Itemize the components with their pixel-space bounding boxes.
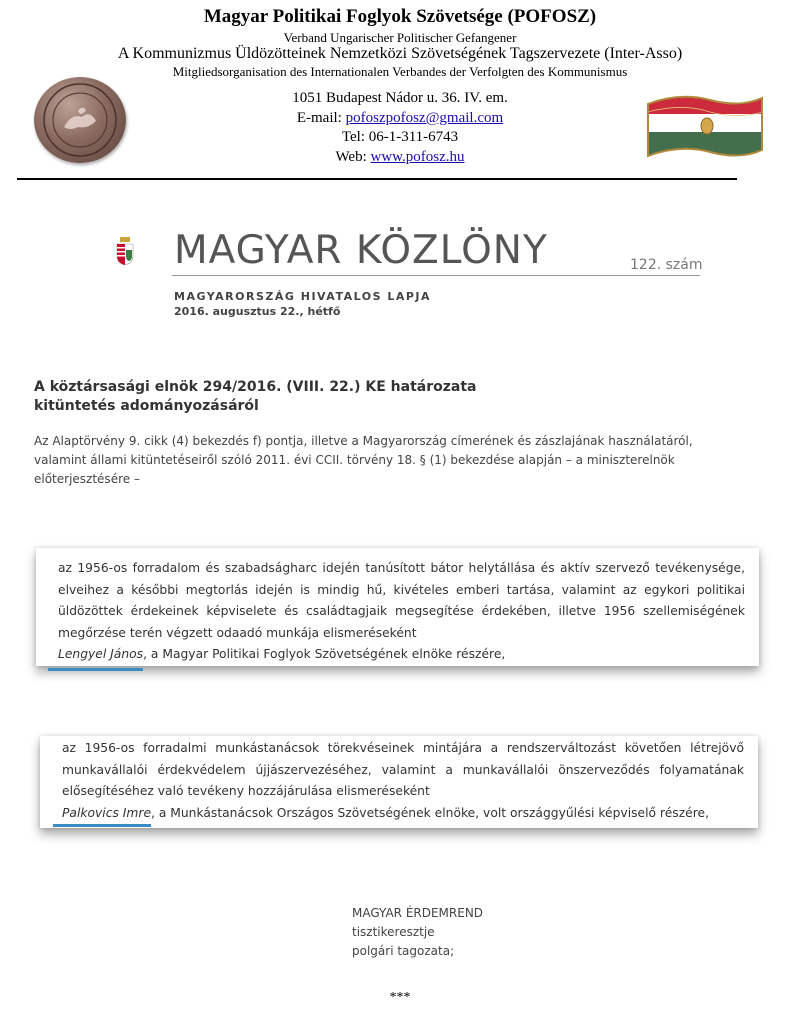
recipient-role: , a Munkástanácsok Országos Szövetségének elnöke, volt országgyűlési képviselő részére, [151,805,709,820]
hungarian-flag-pin-icon [640,88,770,170]
decision-title-line1: A köztársasági elnök 294/2016. (VIII. 22.) KE határozata [34,379,477,395]
address: 1051 Budapest Nádor u. 36. IV. em. [292,90,508,106]
gazette-subtitle: MAGYARORSZÁG HIVATALOS LAPJA [174,290,432,303]
pofosz-badge-logo [34,77,126,163]
organization-title: Magyar Politikai Foglyok Szövetsége (POFOSZ) [203,6,597,27]
web-label: Web: [335,149,371,165]
recipient-name: Lengyel János [58,647,144,661]
award-card-palkovics [40,736,758,828]
email-label: E-mail: [296,110,346,126]
award-text [62,738,744,824]
email-link[interactable]: pofoszpofosz@gmail.com [345,110,504,126]
web-link[interactable]: www.pofosz.hu [370,149,465,165]
award-justification: az 1956-os forradalmi munkástanácsok törekvéseinek mintájára a rendszerváltozást követően létrejövő munkavállalói érdekvédelem újjászervezéséhez, valamint a munkavállalói önszerveződés folyamatának elősegítéséhez való tevékeny hozzájárulása elismeréseként [62,741,744,798]
section-separator: *** [389,990,411,1005]
gazette-title: MAGYAR KÖZLÖNY [174,228,548,273]
letterhead-divider [17,178,737,180]
decision-title-line2: kitüntetés adományozásáról [34,398,259,414]
coat-of-arms-icon [116,236,134,266]
organization-subtitle-de: Verband Ungarischer Politischer Gefangener [283,30,517,45]
order-line3: polgári tagozata; [352,944,455,958]
recipient-name-underline [53,824,151,827]
recipient-name: Palkovics Imre [62,805,152,820]
decision-intro: Az Alaptörvény 9. cikk (4) bekezdés f) pontja, illetve a Magyarország címerének és zászlajának használatáról, valamint állami kitüntetéseiről szóló 2011. évi CCII. törvény 18. § (1) bekezdése alapján – a miniszterelnök előterjesztésére – [34,434,693,486]
phone: Tel: 06-1-311-6743 [341,129,459,145]
order-line2: tisztikeresztje [352,925,435,939]
decision-title [34,378,477,416]
international-membership-hu: A Kommunizmus Üldözötteinek Nemzetközi Szövetségének Tagszervezete (Inter-Asso) [117,45,683,62]
recipient-name-underline [48,668,143,671]
award-text [58,558,745,666]
gazette-issue-number: 122. szám [630,257,703,273]
gazette-title-rule [172,275,700,276]
award-justification: az 1956-os forradalom és szabadságharc idején tanúsított bátor helytállása és aktív szervező tevékenysége, elveihez a későbbi megtorlás idején is mindig hű, kivételes emberi tartása, valamint az egykori politikai üldözöttek érdekeinek képviselete és családtagjaik megsegítése érdekében, illetve 1956 szellemiségének megőrzése terén végzett odaadó munkája elismeréseként [58,561,745,640]
recipient-role: , a Magyar Politikai Foglyok Szövetségének elnöke részére, [143,647,506,661]
award-card-lengyel [36,548,759,666]
gazette-date: 2016. augusztus 22., hétfő [174,305,341,318]
order-of-merit [352,904,483,961]
order-line1: MAGYAR ÉRDEMREND [352,906,484,920]
international-membership-de: Mitgliedsorganisation des Internationalen Verbandes der Verfolgten des Kommunismus [172,64,628,79]
